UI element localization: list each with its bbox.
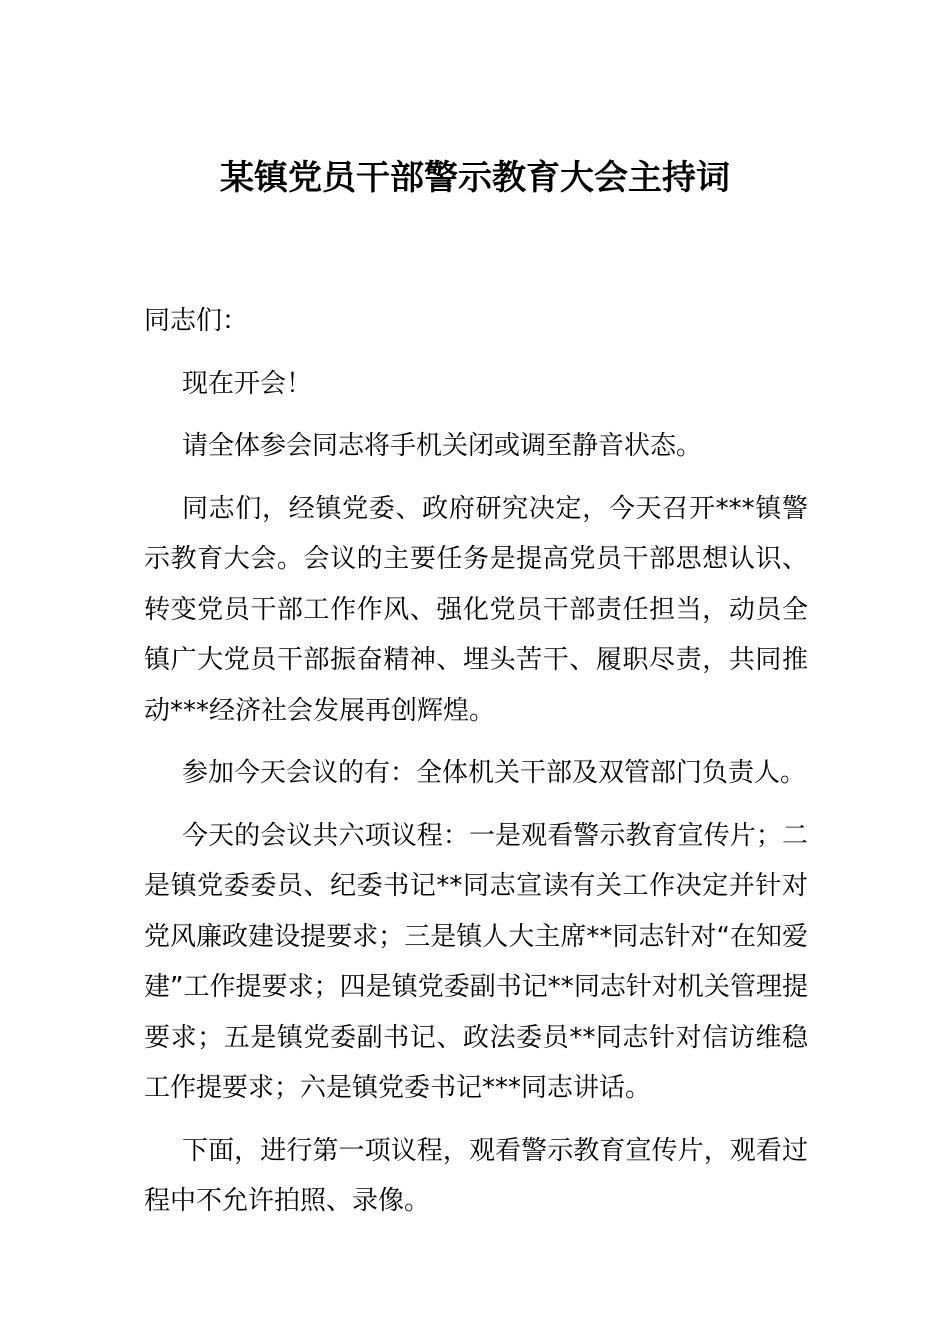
paragraph-6: 下面，进行第一项议程，观看警示教育宣传片，观看过程中不允许拍照、录像。 <box>144 1135 808 1216</box>
paragraph-2: 请全体参会同志将手机关闭或调至静音状态。 <box>182 431 703 461</box>
paragraph-1: 现在开会！ <box>182 368 313 399</box>
paragraph-4: 参加今天会议的有：全体机关干部及双管部门负责人。 <box>182 758 807 788</box>
document-body <box>144 296 808 1227</box>
document-title: 某镇党员干部警示教育大会主持词 <box>220 158 730 198</box>
paragraph-5: 今天的会议共六项议程：一是观看警示教育宣传片；二是镇党委委员、纪委书记**同志宣读有关工作决定并针对党风廉政建设提要求；三是镇人大主席**同志针对“在知爱建”工作提要求；四是镇党委副书记**同志针对机关管理提要求；五是镇党委副书记、政法委员**同志针对信访维稳工作提要求；六是镇党委书记***同志讲话。 <box>144 820 808 1103</box>
paragraph-3: 同志们，经镇党委、政府研究决定，今天召开***镇警示教育大会。会议的主要任务是提高党员干部思想认识、转变党员干部工作作风、强化党员干部责任担当，动员全镇广大党员干部振奋精神、埋头苦干、履职尽责，共同推动***经济社会发展再创辉煌。 <box>144 493 808 726</box>
salutation: 同志们： <box>144 306 249 336</box>
